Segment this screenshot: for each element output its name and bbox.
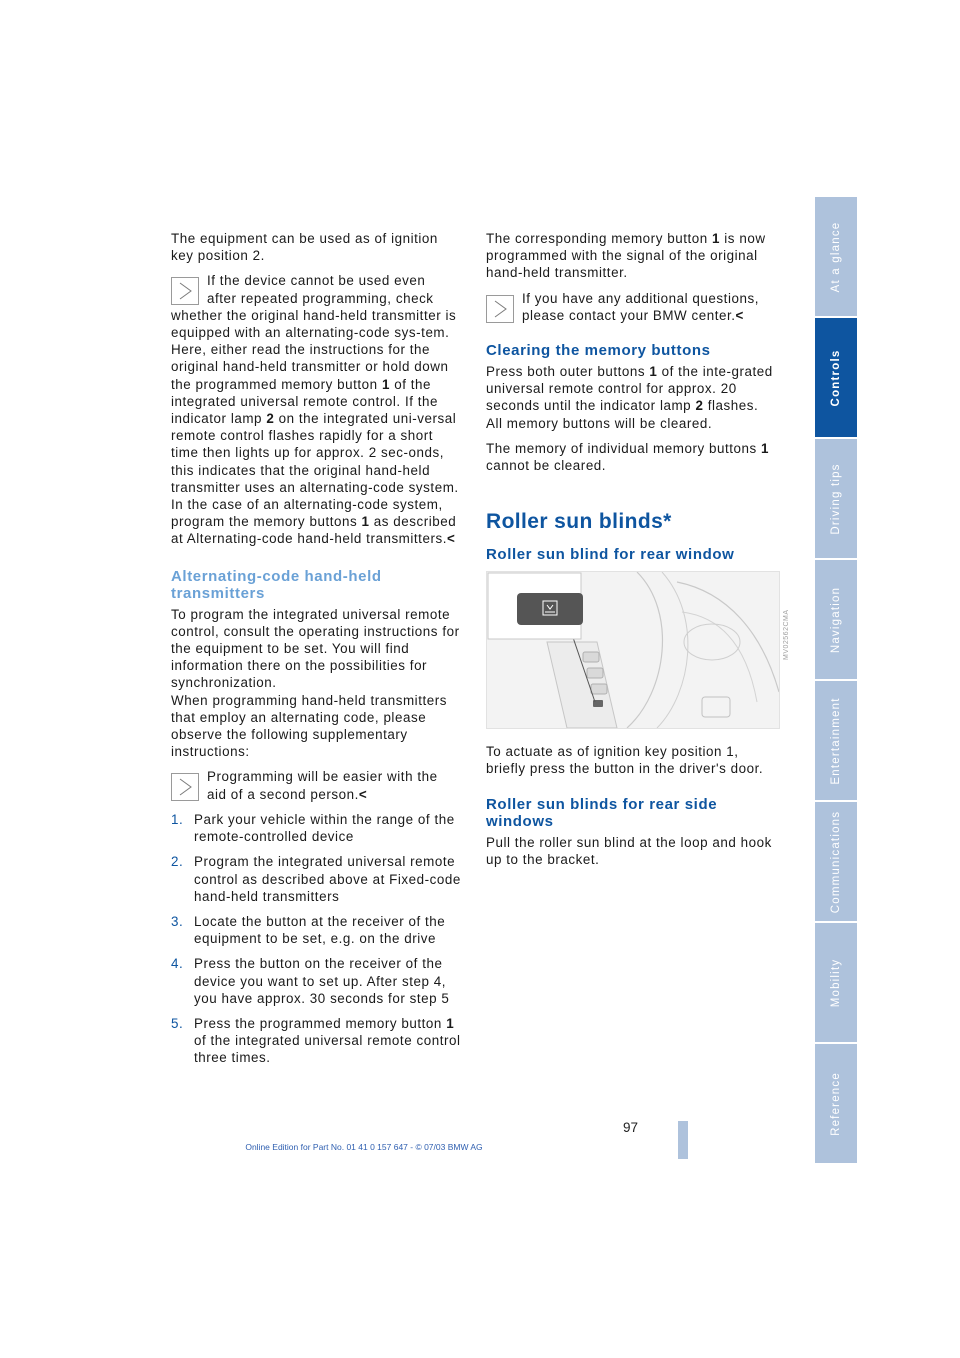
paragraph-programmed: The corresponding memory button 1 is now programmed with the signal of the original hand-held transmitter. xyxy=(486,231,766,281)
paragraph-pull: Pull the roller sun blind at the loop and hook up to the bracket. xyxy=(486,834,772,867)
note-triangle-icon xyxy=(171,277,199,305)
note-second-person xyxy=(171,768,463,802)
note-body-a: whether the original hand-held transmitter is equipped with an alternating-code sys-tem. Here, either read the instructions for the original hand-held transmitter or hold down the programmed memory button xyxy=(171,307,457,392)
step-number: 2. xyxy=(171,854,184,870)
step-number: 1. xyxy=(171,811,184,827)
end-mark: < xyxy=(446,531,456,547)
figure-code: MV02562CMA xyxy=(783,609,790,660)
list-item: 4. Press the button on the receiver of the device you want to set up. After step 4, you have approx. 30 seconds for step 5 xyxy=(171,956,450,1006)
tab-at-a-glance[interactable]: At a glance xyxy=(815,197,857,316)
paragraph-supplementary: When programming hand-held transmitters that employ an alternating code, please observe the following supplementary instructions: xyxy=(171,692,447,760)
paragraph-clear: Press both outer buttons 1 of the inte-grated universal remote control for approx. 20 seconds until the indicator lamp 2 flashes. All memory buttons will be cleared. xyxy=(486,364,773,431)
note-body-b: of the integrated universal remote control. If the indicator lamp xyxy=(171,376,439,427)
tab-communications[interactable]: Communications xyxy=(815,802,857,921)
step-number: 5. xyxy=(171,1015,184,1031)
memory-button-ref: 1 xyxy=(381,376,390,392)
list-item: 3. Locate the button at the receiver of the equipment to be set, e.g. on the drive xyxy=(171,913,446,947)
tab-reference[interactable]: Reference xyxy=(815,1044,857,1163)
heading-alternating-code: Alternating-code hand-held transmitters xyxy=(171,567,382,602)
paragraph-individual: The memory of individual memory buttons 1 cannot be cleared. xyxy=(486,440,770,474)
left-column xyxy=(171,230,463,1075)
tab-driving-tips[interactable]: Driving tips xyxy=(815,439,857,558)
note-body-c: on the integrated uni-versal remote control flashes rapidly for a short time then lights up for approx. 2 sec-onds, this indicates that the original hand-held transmitter uses an alternating-code system. In the case of an alternating-code system, program the memory buttons xyxy=(171,411,459,530)
note-triangle-icon xyxy=(171,773,199,801)
list-item: 1. Park your vehicle within the range of the remote-controlled device xyxy=(171,811,455,845)
note-device-check xyxy=(171,272,463,547)
note-line-2: after repeated programming, check xyxy=(207,290,434,306)
page-number: 97 xyxy=(623,1120,639,1135)
right-column xyxy=(486,230,778,876)
paragraph-program: To program the integrated universal remote control, consult the operating instructions for the equipment to be set. You will find information there on the possibilities for synchronization. xyxy=(171,606,460,691)
end-mark: < xyxy=(735,307,744,323)
chapter-tabs xyxy=(815,197,857,1165)
heading-rear-window: Roller sun blind for rear window xyxy=(486,546,735,564)
note-line-1: Programming will be easier with the xyxy=(207,769,438,785)
steps-list xyxy=(171,811,463,1067)
list-item: 2. Program the integrated universal remote control as described above at Fixed-code hand-held transmitters xyxy=(171,854,461,904)
footer-edition: Online Edition for Part No. 01 41 0 157 647 - © 07/03 BMW AG xyxy=(245,1142,483,1152)
tab-navigation[interactable]: Navigation xyxy=(815,560,857,679)
door-panel-drawing xyxy=(487,572,779,728)
step-number: 4. xyxy=(171,956,184,972)
paragraph-actuate: To actuate as of ignition key position 1, briefly press the button in the driver's door. xyxy=(486,744,764,777)
page-marker-bar xyxy=(678,1121,688,1159)
note-body-d: as described at Alternating-code hand-held transmitters. xyxy=(171,514,457,547)
intro-paragraph: The equipment can be used as of ignition key position 2. xyxy=(171,231,438,264)
note-bmw-center xyxy=(486,290,778,324)
note-line-1: If you have any additional questions, xyxy=(522,290,759,306)
indicator-lamp-ref: 2 xyxy=(266,411,275,427)
tab-mobility[interactable]: Mobility xyxy=(815,923,857,1042)
step-number: 3. xyxy=(171,913,184,929)
tab-entertainment[interactable]: Entertainment xyxy=(815,681,857,800)
heading-clearing-memory: Clearing the memory buttons xyxy=(486,342,711,360)
heading-roller-sun-blinds: Roller sun blinds* xyxy=(486,510,672,534)
heading-rear-side-windows: Roller sun blinds for rear side windows xyxy=(486,795,718,830)
memory-buttons-ref: 1 xyxy=(361,514,370,530)
note-line-1: If the device cannot be used even xyxy=(207,273,426,289)
note-line-2: aid of a second person.< xyxy=(207,786,368,802)
door-panel-illustration xyxy=(486,571,780,729)
note-line-2: please contact your BMW center.< xyxy=(522,307,744,323)
tab-controls[interactable]: Controls xyxy=(815,318,857,437)
note-triangle-icon xyxy=(486,295,514,323)
end-mark: < xyxy=(358,786,368,802)
list-item: 5. Press the programmed memory button 1 of the integrated universal remote control three times. xyxy=(171,1015,461,1066)
